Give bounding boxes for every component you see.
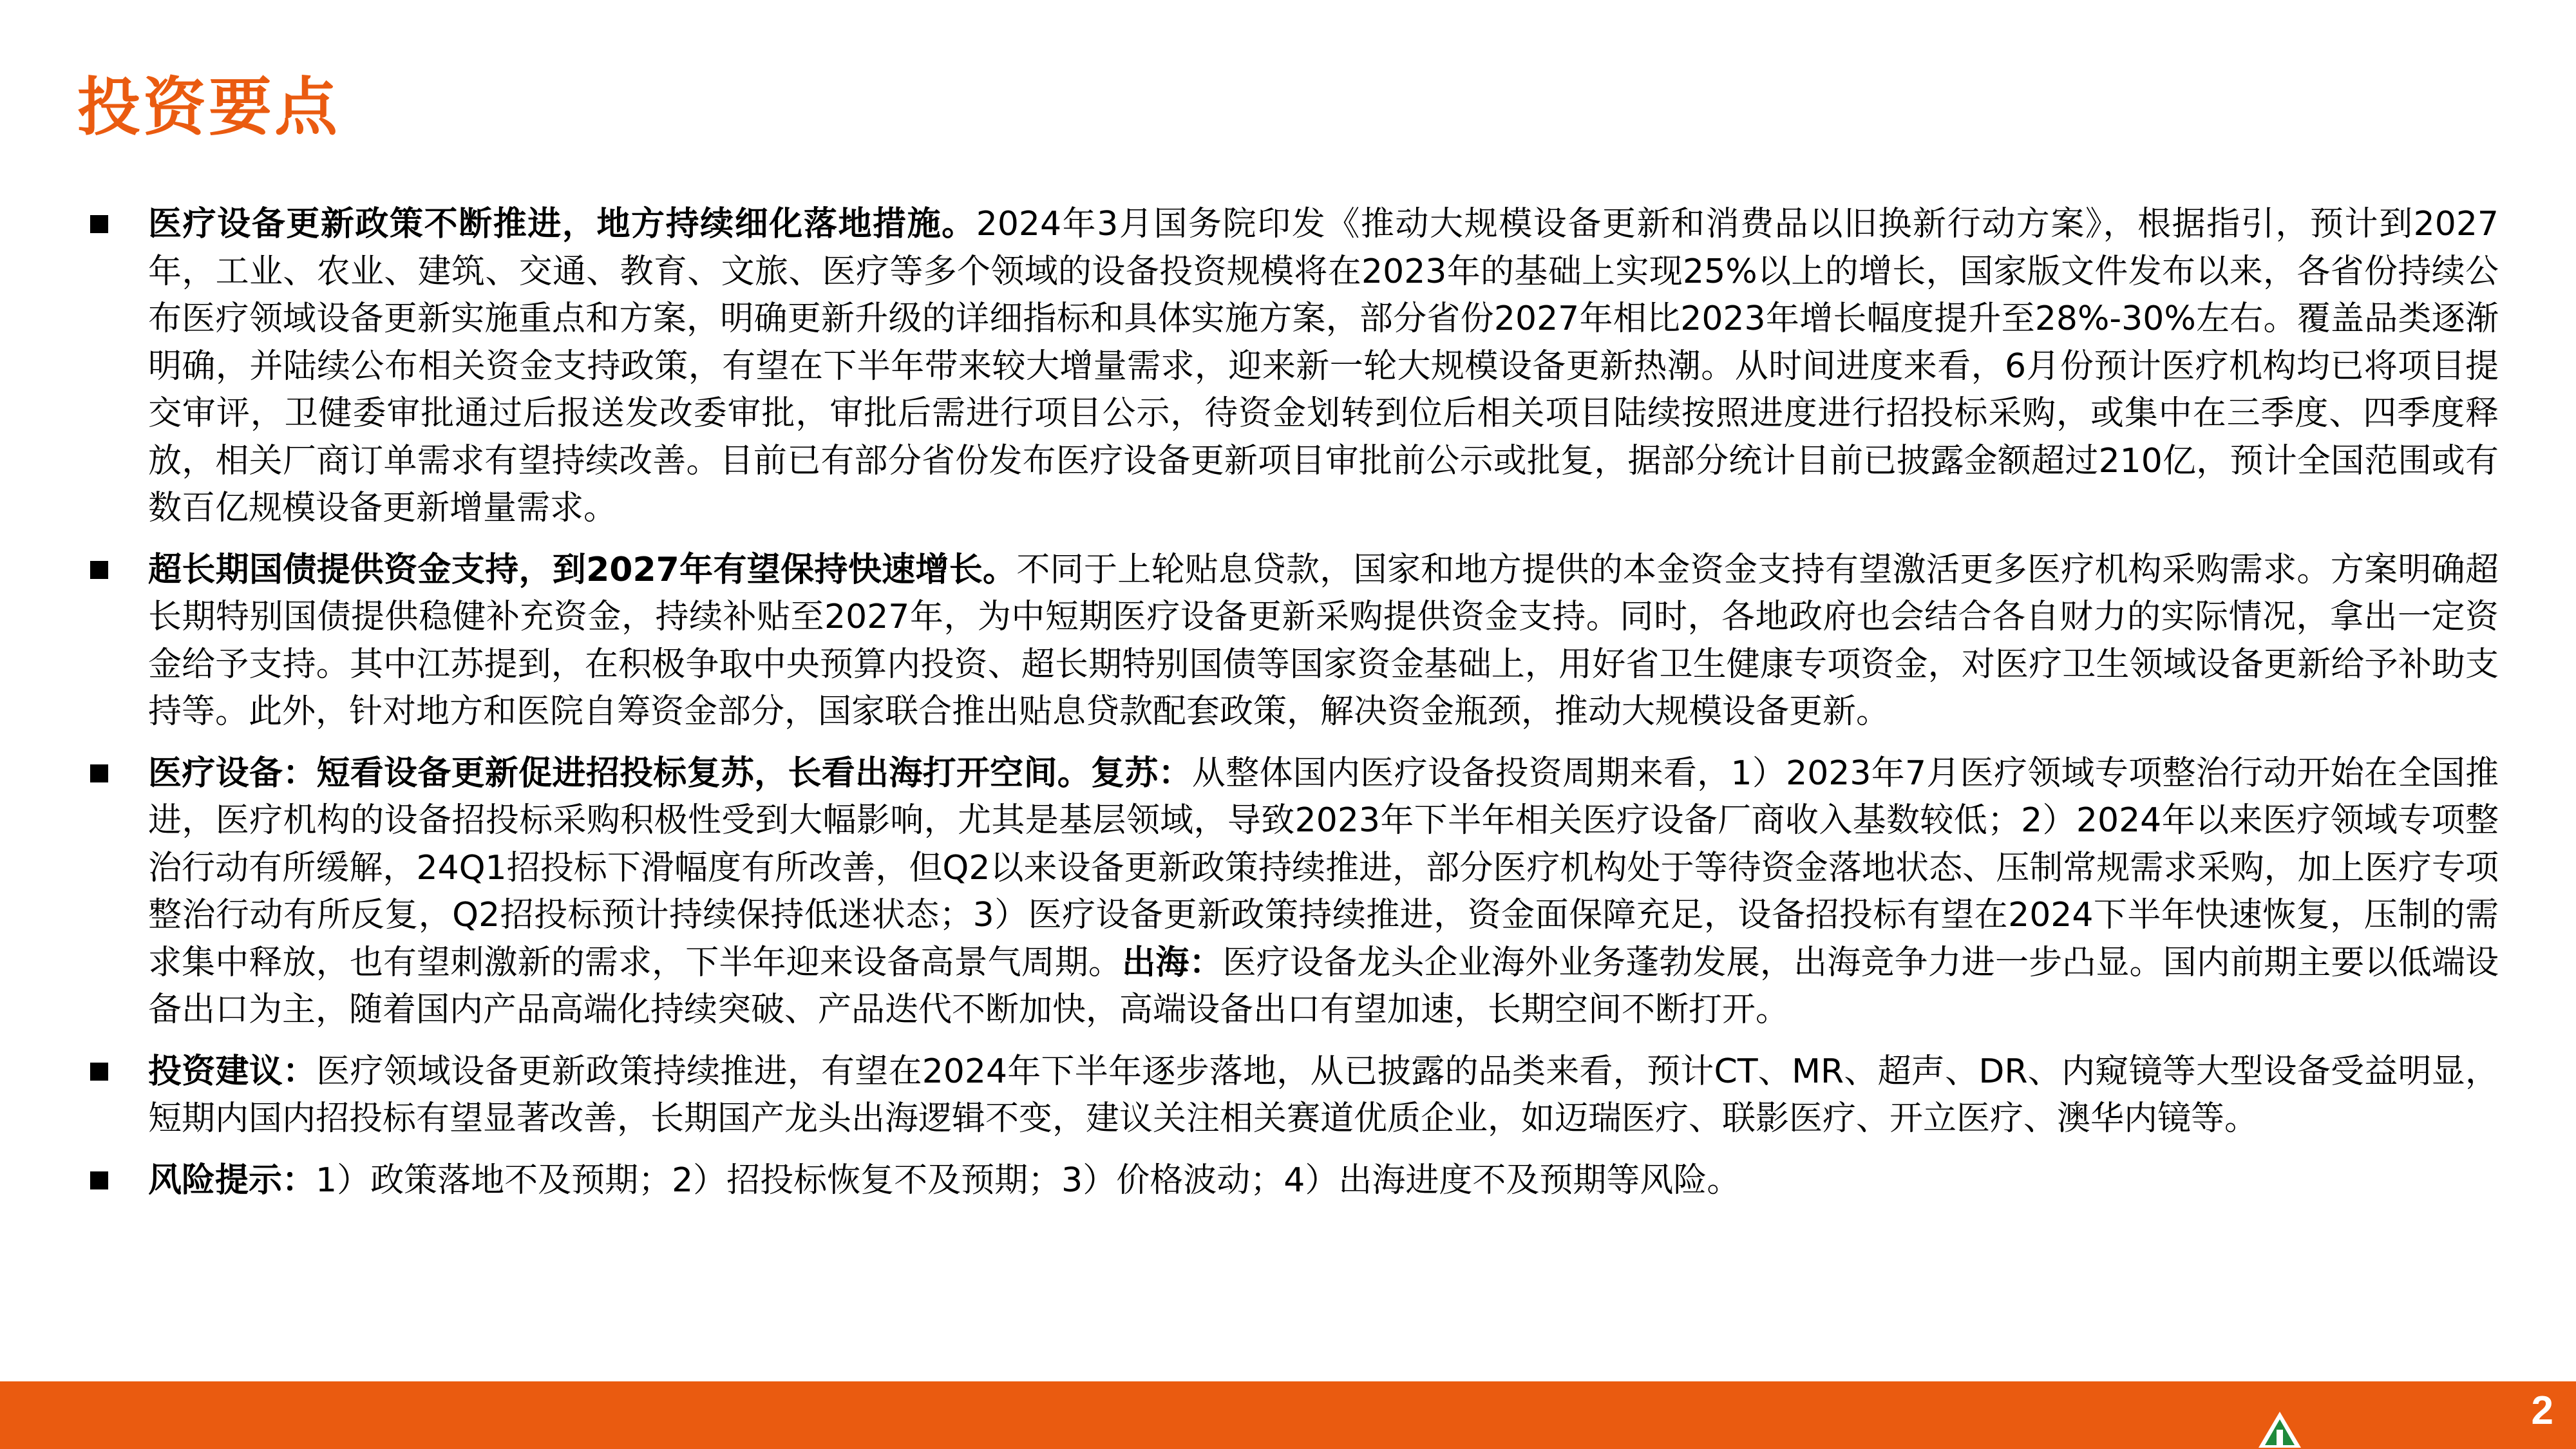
bullet-sub-body-recovery: 从整体国内医疗设备投资周期来看，1）2023年7月医疗领域专项整治行动开始在全国推进，医疗机构的设备招投标采购积极性受到大幅影响，尤其是基层领域，导致2023年下半年相关医疗设备厂商收入基数较低；2）2024年以来医疗领域专项整治行动有所缓解，24Q1招投标下滑幅度有所改善，但Q2以来设备更新政策持续推进，部分医疗机构处于等待资金落地状态、压制常规需求采购，加上医疗专项整治行动有所反复，Q2招投标预计持续保持低迷状态；3）医疗设备更新政策持续推进，资金面保障充足，设备招投标有望在2024下半年快速恢复，压制的需求集中释放，也有望刺激新的需求，下半年迎来设备高景气周期。 (148, 753, 2499, 982)
square-bullet-icon (90, 1171, 108, 1189)
bullet-lead: 超长期国债提供资金支持，到2027年有望保持快速增长。 (148, 550, 1017, 589)
brand-logo-icon (2257, 1410, 2302, 1449)
bullet-body: 不同于上轮贴息贷款，国家和地方提供的本金资金支持有望激活更多医疗机构采购需求。方案明确超长期特别国债提供稳健补充资金，持续补贴至2027年，为中短期医疗设备更新采购提供资金支持。同时，各地政府也会结合各自财力的实际情况，拿出一定资金给予支持。其中江苏提到，在积极争取中央预算内投资、超长期特别国债等国家资金基础上，用好省卫生健康专项资金，对医疗卫生领域设备更新给予补助支持等。此外，针对地方和医院自筹资金部分，国家联合推出贴息贷款配套政策，解决资金瓶颈，推动大规模设备更新。 (148, 550, 2499, 731)
page-title: 投资要点 (77, 70, 341, 144)
bullet-risk-warning (90, 1157, 2499, 1205)
bullet-sub-body-overseas: 医疗设备龙头企业海外业务蓬勃发展，出海竞争力进一步凸显。国内前期主要以低端设备出口为主，随着国内产品高端化持续突破、产品迭代不断加快，高端设备出口有望加速，长期空间不断打开。 (148, 943, 2499, 1029)
bullet-lead: 医疗设备：短看设备更新促进招投标复苏，长看出海打开空间。 (148, 753, 1092, 793)
page-number: 2 (2531, 1388, 2553, 1433)
footer-bar (0, 1381, 2576, 1449)
bullet-lead: 医疗设备更新政策不断推进，地方持续细化落地措施。 (148, 205, 976, 243)
square-bullet-icon (90, 1063, 108, 1081)
bullet-lead: 风险提示： (148, 1160, 316, 1200)
bullet-sub-label-recovery: 复苏： (1091, 753, 1192, 793)
key-points-list (90, 201, 2499, 1218)
bullet-medical-equipment (90, 750, 2499, 1034)
square-bullet-icon (90, 215, 108, 233)
square-bullet-icon (90, 561, 108, 579)
bullet-policy-advance (90, 201, 2499, 533)
bullet-body: 2024年3月国务院印发《推动大规模设备更新和消费品以旧换新行动方案》，根据指引，预计到2027年，工业、农业、建筑、交通、教育、文旅、医疗等多个领域的设备投资规模将在2023年的基础上实现25%以上的增长，国家版文件发布以来，各省份持续公布医疗领域设备更新实施重点和方案，明确更新升级的详细指标和具体实施方案，部分省份2027年相比2023年增长幅度提升至28%-30%左右。覆盖品类逐渐明确，并陆续公布相关资金支持政策，有望在下半年带来较大增量需求，迎来新一轮大规模设备更新热潮。从时间进度来看，6月份预计医疗机构均已将项目提交审评，卫健委审批通过后报送发改委审批，审批后需进行项目公示，待资金划转到位后相关项目陆续按照进度进行招投标采购，或集中在三季度、四季度释放，相关厂商订单需求有望持续改善。目前已有部分省份发布医疗设备更新项目审批前公示或批复，据部分统计目前已披露金额超过210亿，预计全国范围或有数百亿规模设备更新增量需求。 (148, 205, 2499, 527)
bullet-body: 医疗领域设备更新政策持续推进，有望在2024年下半年逐步落地，从已披露的品类来看，预计CT、MR、超声、DR、内窥镜等大型设备受益明显，短期内国内招投标有望显著改善，长期国产龙头出海逻辑不变，建议关注相关赛道优质企业，如迈瑞医疗、联影医疗、开立医疗、澳华内镜等。 (148, 1052, 2499, 1138)
bullet-lead: 投资建议： (148, 1052, 317, 1091)
square-bullet-icon (90, 764, 108, 782)
bullet-sub-label-overseas: 出海： (1122, 943, 1223, 982)
bullet-body: 1）政策落地不及预期；2）招投标恢复不及预期；3）价格波动；4）出海进度不及预期等风险。 (316, 1160, 1741, 1200)
bullet-treasury-funding (90, 547, 2499, 736)
bullet-investment-advice (90, 1048, 2499, 1143)
